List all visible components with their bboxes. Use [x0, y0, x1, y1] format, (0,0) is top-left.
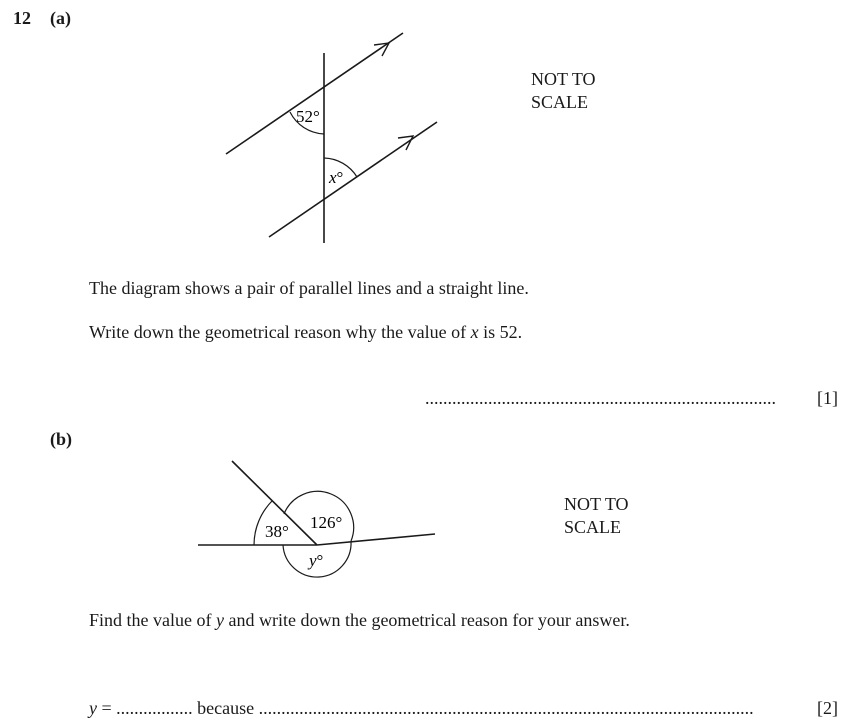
not-to-scale-line2: SCALE: [564, 517, 622, 537]
part-b-marks: [2]: [817, 698, 838, 718]
parallel-line-upper: [226, 33, 403, 154]
angle-label-52: 52°: [296, 107, 320, 126]
angles-at-point-diagram: [0, 440, 853, 590]
angle-label-126: 126°: [310, 513, 343, 532]
not-to-scale-line2: SCALE: [531, 92, 589, 112]
not-to-scale-label-a: [531, 68, 596, 114]
question-number: 12: [13, 8, 31, 28]
part-a-answer-line[interactable]: ..............................................................................: [425, 388, 776, 408]
ray-right: [317, 534, 435, 545]
part-a-label: (a): [50, 8, 71, 28]
part-a-statement: The diagram shows a pair of parallel lines and a straight line.: [89, 278, 529, 298]
y-answer-dots[interactable]: .................: [116, 698, 193, 718]
not-to-scale-line1: NOT TO: [531, 69, 596, 89]
reason-answer-dots[interactable]: ..............................................................................................................: [258, 698, 754, 718]
part-a-marks: [1]: [817, 388, 838, 408]
part-b-answer-line[interactable]: y = ................. because ..............................................................................................................: [89, 698, 754, 718]
parallel-lines-diagram: [0, 0, 853, 260]
part-b-question: Find the value of y and write down the geometrical reason for your answer.: [89, 610, 630, 630]
not-to-scale-label-b: [564, 493, 629, 539]
part-a-question: Write down the geometrical reason why the value of x is 52.: [89, 322, 523, 342]
not-to-scale-line1: NOT TO: [564, 494, 629, 514]
angle-label-x: x°: [329, 168, 344, 187]
angle-label-38: 38°: [265, 522, 289, 541]
part-b-label: (b): [50, 429, 72, 449]
angle-label-y: y°: [309, 551, 324, 570]
